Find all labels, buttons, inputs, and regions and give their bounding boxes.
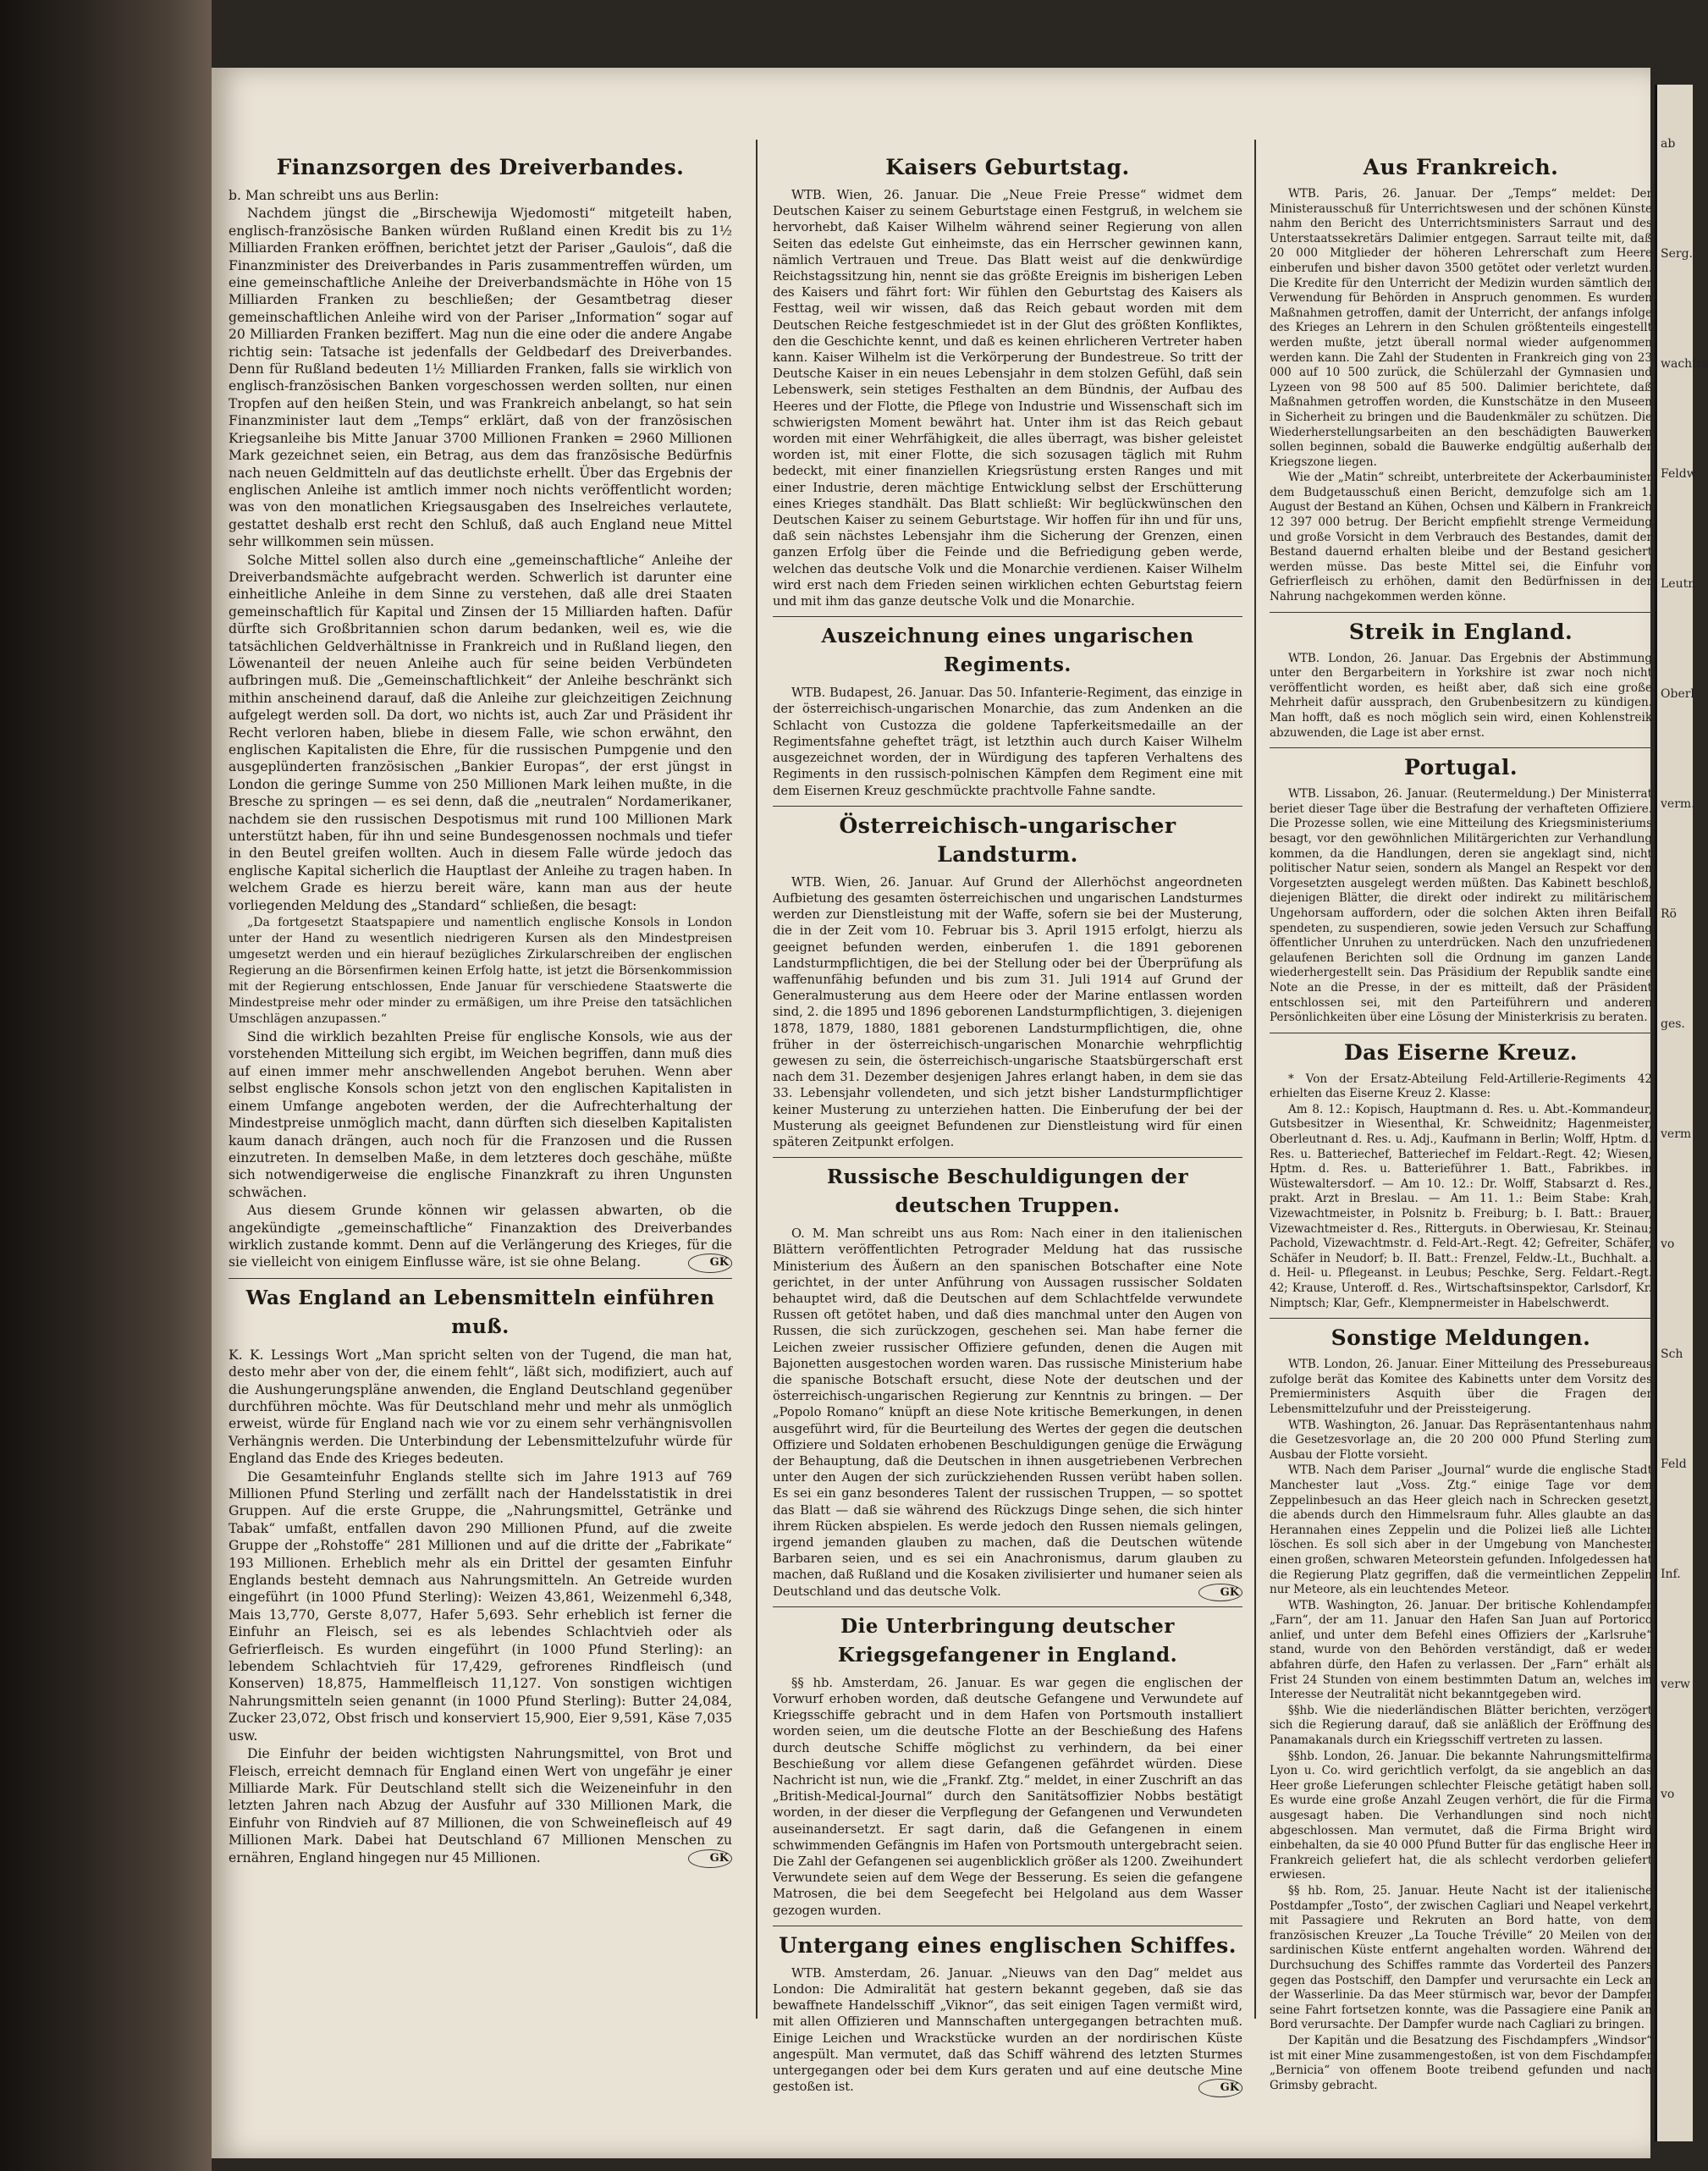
- article-title: Österreichisch-ungarischer Landsturm.: [839, 813, 1176, 867]
- article-paragraph: „Da fortgesetzt Staatspapiere und namentlich englische Konsols in London unter der Hand zu wesentlich niedrigeren Kursen als den Mindestpreisen umgesetzt werden und ein hierauf bezügliches Zirkularschreiben der englischen Regierung an die Börsenfirmen keinen Erfolg hatte, ist jetzt die Börsenkommission mit der Regierung entschlossen, Ende Januar für verschiedene Staatswerte die Mindestpreise mehr oder minder zu ermäßigen, um ihre Preise den tatsächlichen Umschlägen anzupassen.“: [229, 916, 732, 1027]
- article-divider: [773, 1606, 1242, 1607]
- article-divider: [773, 616, 1242, 617]
- article-paragraph: WTB. London, 26. Januar. Das Ergebnis der Abstimmung unter den Bergarbeitern in Yorkshire ist zwar noch nicht veröffentlicht worden, es heißt aber, daß sich eine große Mehrheit dafür aussprach, den Grubenbesitzern zu kündigen. Man hofft, daß es noch möglich sein wird, einen Kohlenstreik abzuwenden, die Lage ist aber ernst.: [1270, 651, 1652, 740]
- article-divider: [773, 806, 1242, 807]
- article-title: Russische Beschuldigungen der deutschen Truppen.: [826, 1165, 1189, 1218]
- article: [1270, 747, 1652, 1026]
- adjacent-page-fragment: Inf.: [1661, 1568, 1681, 1581]
- article-divider: [1270, 1318, 1652, 1319]
- article: [229, 1278, 732, 1866]
- article-paragraph: §§hb. Wie die niederländischen Blätter berichten, verzögert sich die Regierung darauf, daß sie anläßlich der Eröffnung des Panamakanals durch ein Kriegsschiff vertreten zu lassen.: [1270, 1703, 1652, 1748]
- article: [229, 153, 732, 1271]
- article-divider: [1270, 612, 1652, 613]
- agency-mark: GK: [688, 1849, 732, 1868]
- article-title: Portugal.: [1403, 755, 1518, 780]
- article-paragraph: WTB. Wien, 26. Januar. Auf Grund der Allerhöchst angeordneten Aufbietung des gesamten österreichischen und ungarischen Landsturmes werden zur Dienstleistung mit der Waffe, sofern sie bei der Musterung, die in der Zeit vom 10. Februar bis 3. April 1915 erfolgt, hierzu als geeignet befunden werden, einberufen 1. die 1891 geborenen Landsturmpflichtigen, die bei der Stellung oder bei der Überprüfung als waffenunfähig befunden und bis zum 31. Juli 1914 auf Grund der Generalmusterung aus dem Heere oder der Marine entlassen worden sind, 2. die 1895 und 1896 geborenen Landsturmpflichtigen, 3. diejenigen 1878, 1879, 1880, 1881 geborenen Landsturmpflichtigen, die, ohne früher in der österreichisch-ungarischen Monarchie wehrpflichtig gewesen zu sein, die österreichisch-ungarische Staatsbürgerschaft erst nach dem 31. Dezember desjenigen Jahres erlangt haben, in dem sie das 33. Lebensjahr vollendeten, und sich jetzt bisher Landsturmpflichtiger keiner Musterung zu unterziehen hatten. Die Einberufung der bei der Musterung als geeignet Befundenen zur Dienstleistung wird für einen späteren Zeitpunkt erfolgen.: [773, 874, 1242, 1149]
- article-paragraph: §§ hb. Rom, 25. Januar. Heute Nacht ist der italienische Postdampfer „Tosto“, der zwischen Cagliari und Neapel verkehrt, mit Passagiere und Rekruten an Bord hatte, von dem französischen Kreuzer „La Touche Tréville“ 20 Meilen von der sardinischen Küste entfernt angehalten worden. Während der Durchsuchung des Schiffes rammte das Vorderteil des Panzers gegen das Postschiff, den Dampfer und verursachte ein Leck an der Wasserlinie. Da das Meer stürmisch war, bevor der Dampfer seine Fahrt fortsetzen konnte, was die Passagiere eine Panik an Bord verursachte. Der Dampfer wurde nach Cagliari zu bringen.: [1270, 1883, 1652, 2032]
- article-paragraph: * Von der Ersatz-Abteilung Feld-Artillerie-Regiments 42 erhielten das Eiserne Kreuz 2. Klasse:: [1270, 1072, 1652, 1101]
- article-paragraph: WTB. Nach dem Pariser „Journal“ wurde die englische Stadt Manchester laut „Voss. Ztg.“ einige Tage vor dem Zeppelinbesuch an das Heer gleich nach in Schrecken gesetzt, die abends durch den Himmelsraum fuhr. Alles glaubte an das Herannahen eines Zeppelin und die Polizei ließ alle Lichter löschen. Es soll sich aber in der Umgebung von Manchester einen großen, schwaren Meteorstein gefunden. Infolgedessen hat die Regierung Platz gegriffen, daß die vermeintlichen Zeppelin nur Meteore, als ein leuchtendes Meteor.: [1270, 1463, 1652, 1597]
- article-title: Das Eiserne Kreuz.: [1343, 1039, 1579, 1065]
- adjacent-page-fragment: ges.: [1661, 1017, 1685, 1031]
- article-paragraph: K. K. Lessings Wort „Man spricht selten von der Tugend, die man hat, desto mehr aber von der, die einem fehlt“, läßt sich, modifiziert, auch auf die Aushungerungspläne anwenden, die England Deutschland gegenüber durchführen möchte. Was für Deutschland mehr und mehr als unmöglich erweist, würde für England nach wie vor zu einem sehr verhängnisvollen Verhängnis werden. Die Unterbindung der Lebensmittelzufuhr würde für England das Ende des Krieges bedeuten.: [229, 1347, 732, 1467]
- article: [1270, 1318, 1652, 2093]
- adjacent-page-fragment: ab: [1661, 137, 1676, 151]
- book-spine: [0, 0, 212, 2171]
- agency-mark: GK: [1198, 1584, 1242, 1601]
- article-paragraph: WTB. Lissabon, 26. Januar. (Reutermeldung.) Der Ministerrat beriet dieser Tage über die Bestrafung der verhafteten Offiziere. Die Prozesse sollen, wie eine Mitteilung des Kriegsministeriums besagt, vor den gewöhnlichen Militärgerichten zur Verhandlung kommen, da die Handlungen, deren sie angeklagt sind, nicht politischer Natur seien, sondern als Mangel an Respekt vor den Vorgesetzten ausgelegt werden müßten. Das Kabinett beschloß, diejenigen Blätter, die direkt oder indirekt zu militärischem Ungehorsam auffordern, oder die solchen Akten ihren Beifall spendeten, zu suspendieren, sowie jeden Versuch zur Schaffung öffentlicher Unruhen zu unterdrücken. Nach den unzufriedenen gelaufenen Berichten soll die Ordnung im ganzen Lande wiederhergestellt sein. Das Präsidium der Republik sandte eine Note an die Presse, in der es mitteilt, daß der Präsident entschlossen sei, mit den Parteiführern und anderen Persönlichkeiten über eine Lösung der Ministerkrisis zu beraten.: [1270, 787, 1652, 1025]
- article: [773, 1926, 1242, 2096]
- article-paragraph: Nachdem jüngst die „Birschewija Wjedomosti“ mitgeteilt haben, englisch-französische Banken würden Rußland einen Kredit bis zu 1½ Milliarden Franken eröffnen, berichtet jetzt der Pariser „Gaulois“, daß die Finanzminister des Dreiverbandes in Paris zusammentreffen würden, um eine gemeinschaftliche Anleihe der Dreiverbandsmächte in Höhe von 15 Milliarden Franken zu beschließen; der Gesamtbetrag dieser gemeinschaftlichen Anleihe wird von der Pariser „Information“ sogar auf 20 Milliarden Franken beziffert. Mag nun die eine oder die andere Angabe richtig sein: Tatsache ist jedenfalls der Geldbedarf des Dreiverbandes. Denn für Rußland bedeuten 1½ Milliarden Franken, falls sie wirklich von englisch-französischen Banken vorgeschossen werden sollten, nur einen Tropfen auf den heißen Stein, und was Frankreich anbelangt, so hat sein Finanzminister laut dem „Temps“ erklärt, daß von der französischen Kriegsanleihe bis Mitte Januar 3700 Millionen Franken = 2960 Millionen Mark gezeichnet seien, ein Betrag, aus dem das französische Bedürfnis nach neuen Geldmitteln auf das deutlichste erhellt. Über das Ergebnis der englischen Anleihe ist amtlich immer noch nichts veröffentlicht worden; was von den monatlichen Kriegsausgaben des Inselreiches verlautete, gestattet deshalb erst recht den Schluß, daß auch England neue Mittel sehr willkommen sein müssen.: [229, 206, 732, 550]
- article-title: Streik in England.: [1348, 619, 1573, 644]
- article: [1270, 153, 1652, 605]
- adjacent-page-fragment: verm.: [1661, 797, 1695, 811]
- adjacent-page-fragment: Leutn: [1661, 577, 1696, 591]
- adjacent-page-fragment: Rö: [1661, 907, 1677, 921]
- adjacent-page-fragment: verw: [1661, 1678, 1690, 1691]
- article-paragraph: O. M. Man schreibt uns aus Rom: Nach einer in den italienischen Blättern veröffentlichten Petrograder Meldung hat das russische Ministerium des Äußern an den spanischen Botschafter eine Note gerichtet, in der unter Anführung von Aussagen russischer Soldaten behauptet wird, daß die Deutschen auf dem Schlachtfelde verwundete Russen oft getötet haben, und daß dies manchmal unter den Augen von Russen, die sich zurückzogen, geschehen sei. Man habe ferner die Leichen zweier russischer Offiziere gefunden, denen die Augen mit Bajonetten ausgestochen worden waren. Das russische Ministerium habe die spanische Botschaft ersucht, diese Note der deutschen und der österreichisch-ungarischen Regierung zur Kenntnis zu bringen. — Der „Popolo Romano“ knüpft an diese Note kritische Bemerkungen, in denen ausgeführt wird, für die Beurteilung des Wertes der gegen die deutschen Offiziere und Soldaten erhobenen Beschuldigungen genüge die Erwägung der Behauptung, daß die Deutschen in ihnen ausgetriebenen Verbrechen unter den Augen der sich zurückziehenden Russen verübt haben sollen. Es sei ein ganz besonderes Talent der russischen Truppen, — so spottet das Blatt — daß sie während des Rückzugs Dinge sehen, die sich hinter ihrem Rücken abspielen. Es werde jedoch den Russen niemals gelingen, irgend jemanden glauben zu machen, daß die Deutschen wütende Barbaren seien, und es sei ein Anachronismus, darum glauben zu machen, daß Rußland und die Kosaken zivilisierter und humaner seien als Deutschland und das deutsche Volk. GK: [773, 1226, 1242, 1600]
- article: [773, 806, 1242, 1150]
- article: [773, 1157, 1242, 1600]
- adjacent-page-fragment: Feld: [1661, 1457, 1687, 1471]
- adjacent-page-fragment: vo: [1661, 1237, 1675, 1251]
- article-paragraph: WTB. Washington, 26. Januar. Das Repräsentantenhaus nahm die Gesetzesvorlage an, die 20 200 000 Pfund Sterling zum Ausbau der Flotte vorsieht.: [1270, 1418, 1652, 1462]
- article: [773, 1606, 1242, 1919]
- article-paragraph: Der Kapitän und die Besatzung des Fischdampfers „Windsor“ ist mit einer Mine zusammengestoßen, ist von dem Fischdampfer „Bernicia“ von offenem Boote treibend gefunden und nach Grimsby gebracht.: [1270, 2033, 1652, 2092]
- column-1: [229, 148, 732, 1868]
- article: [1270, 1033, 1652, 1312]
- article-paragraph: b. Man schreibt uns aus Berlin:: [229, 188, 439, 203]
- adjacent-page-fragment: wachtm: [1661, 357, 1708, 371]
- article-title: Was England an Lebensmitteln einführen muß.: [245, 1286, 715, 1338]
- column-rule: [756, 140, 758, 2019]
- article-paragraph: WTB. London, 26. Januar. Einer Mitteilung des Pressebureaus zufolge berät das Komitee des Kabinetts unter dem Vorsitz des Premierministers Asquith über die Fragen der Lebensmittelzufuhr und der Preissteigerung.: [1270, 1358, 1652, 1416]
- adjacent-page-fragment: Feldw: [1661, 467, 1697, 481]
- agency-mark: GK: [688, 1254, 732, 1272]
- adjacent-page-fragment: Serg.: [1661, 247, 1693, 261]
- article-title: Auszeichnung eines ungarischen Regiments.: [821, 625, 1194, 677]
- article-paragraph: Solche Mittel sollen also durch eine „gemeinschaftliche“ Anleihe der Dreiverbandsmächte aufgebracht werden. Schwerlich ist darunter eine einheitliche Anleihe in dem Sinne zu verstehen, daß alle drei Staaten gemeinschaftlich für Kapital und Zinsen der 15 Milliarden haften. Dafür dürfte sich Großbritannien schon darum bedanken, weil es, wie die tatsächlichen Geldverhältnisse in Frankreich und in Rußland liegen, den Löwenanteil der neuen Anleihe auch für seine beiden Verbündeten aufbringen muß. Die „Gemeinschaftlichkeit“ der Anleihe beschränkt sich mithin anscheinend darauf, daß die Anleihe zur gleichzeitigen Zeichnung aufgelegt werden soll. Da dort, wo nichts ist, auch Zar und Präsident ihr Recht verloren haben, bliebe in diesem Falle, wie schon erwähnt, den englischen Kapitalisten die Ehre, für die russischen Pumpgenie und den ausgeplünderten französischen „Bankier Europas“, der erst jüngst in London die geringe Summe von 250 Millionen Mark leihen mußte, in die Bresche zu springen — es sei denn, daß die „neutralen“ Nordamerikaner, nachdem sie den russischen Despotismus mit rund 100 Millionen Mark unterstützt haben, für ihn und seine Bundesgenossen nochmals und tiefer in den Beutel greifen wollten. Auch in diesem Falle würde jedoch das englische Kapital sicherlich die Hauptlast der Anleihe zu tragen haben. In welchem Grade es hierzu bereit wäre, kann man aus der heute vorliegenden Meldung des „Standard“ schließen, die besagt:: [229, 552, 732, 913]
- article-paragraph: Sind die wirklich bezahlten Preise für englische Konsols, wie aus der vorstehenden Mitteilung sich ergibt, im Weichen begriffen, dann muß dies auf einen immer mehr anschwellenden Angebot beruhen. Wenn aber selbst englische Konsols schon jetzt von den englischen Kapitalisten in einem Umfange angeboten werden, der die Aufrechterhaltung der Mindestpreise unmöglich macht, dann dürften sich dieselben Kapitalisten kaum danach drängen, auch noch für die Franzosen und die Russen einzutreten. In demselben Maße, in dem letzteres doch geschähe, müßte sich notwendigerweise die englische Finanzkraft zu ihren Ungunsten schwächen.: [229, 1029, 732, 1200]
- article-paragraph: WTB. Amsterdam, 26. Januar. „Nieuws van den Dag“ meldet aus London: Die Admiralität hat gestern bekannt gegeben, daß sie das bewaffnete Handelsschiff „Viknor“, das seit einigen Tagen vermißt wird, mit allen Offizieren und Mannschaften untergegangen betrachten muß. Einige Leichen und Wrackstücke wurden an der nordirischen Küste angespült. Man vermutet, daß das Schiff während des letzten Sturmes untergegangen oder bei dem Kurs geraten und auf eine deutsche Mine gestoßen ist. GK: [773, 1965, 1242, 2096]
- article-title: Kaisers Geburtstag.: [885, 155, 1130, 179]
- article: [773, 616, 1242, 798]
- adjacent-page-fragment: verm: [1661, 1127, 1692, 1141]
- adjacent-page-fragment: Oberl: [1661, 687, 1694, 701]
- article-paragraph: Am 8. 12.: Kopisch, Hauptmann d. Res. u. Abt.-Kommandeur, Gutsbesitzer in Wiesenthal, Kr. Schweidnitz; Hagenmeister, Oberleutnant d. Res. u. Adj., Kaufmann in Berlin; Wolff, Hptm. d. Res. u. Batteriechef, Batteriechef im Feldart.-Regt. 42; Wiesen, Hptm. d. Res. u. Batterieführer 1. Batt., Fabrikbes. in Wüstewaltersdorf. — Am 10. 12.: Dr. Wolff, Stabsarzt d. Res., prakt. Arzt in Breslau. — Am 11. 1.: Beim Stabe: Krah, Vizewachtmeister, in Polsnitz b. Freiburg; b. I. Batt.: Brauer, Vizewachtmeister d. Res., Ritterguts. in Oberwiesau, Kr. Steinau; Pachold, Vizewachtmstr. d. Feld-Art.-Regt. 42; Gefreiter, Schäfer, Schäfer in Neudorf; b. II. Batt.: Frenzel, Feldw.-Lt., Buchhalt. a. d. Heil- u. Pflegeanst. in Leubus; Peschke, Serg. Feldart.-Regt. 42; Krause, Unteroff. d. Res., Wirtschaftsinspektor, Carlsdorf, Kr. Nimptsch; Klar, Gefr., Klempnermeister in Habelschwerdt.: [1270, 1102, 1652, 1310]
- article-paragraph: WTB. Budapest, 26. Januar. Das 50. Infanterie-Regiment, das einzige in der österreichisch-ungarischen Monarchie, das zum Andenken an die Schlacht von Custozza die goldene Tapferkeitsmedaille an der Regimentsfahne geheftet trägt, ist letzthin auch durch Kaiser Wilhelm ausgezeichnet worden, der in Würdigung des tapferen Verhaltens des Regiments in den russisch-polnischen Kämpfen dem Regiment eine mit dem Eisernen Kreuz geschmückte prachtvolle Fahne sandte.: [773, 686, 1242, 798]
- article-title: Finanzsorgen des Dreiverbandes.: [276, 155, 685, 179]
- article-paragraph: §§hb. London, 26. Januar. Die bekannte Nahrungsmittelfirma Lyon u. Co. wird gerichtlich verfolgt, da sie angeblich an das Heer große Lieferungen schlechter Fleische getätigt haben soll. Es wurde eine große Anzahl Zeugen verhört, die für die Firma ausgesagt haben. Die Verhandlungen sind noch nicht abgeschlossen. Man vermutet, daß die Firma Bright wird einbehalten, da sie 40 000 Pfund Butter für das englische Heer in Frankreich geliefert hat, die als schlecht verdorben geliefert erwiesen.: [1270, 1749, 1652, 1882]
- article-paragraph: WTB. Washington, 26. Januar. Der britische Kohlendampfer „Farn“, der am 11. Januar den Hafen San Juan auf Portorico anlief, und unter dem Befehl eines Offiziers der „Karlsruhe“ stand, wurde von den Behörden verständigt, daß er weder abfahren dürfe, den Hafen zu verlassen. Der „Farn“ erhält als Frist 24 Stunden von einem bestimmten Datum an, welches im Interesse der Neutralität nicht bekanntgegeben wird.: [1270, 1598, 1652, 1702]
- article-divider: [1270, 747, 1652, 748]
- article-paragraph: §§ hb. Amsterdam, 26. Januar. Es war gegen die englischen der Vorwurf erhoben worden, daß deutsche Gefangene und Verwundete auf Kriegsschiffe gebracht und in dem Hafen von Portsmouth installiert worden seien, um die deutsche Flotte an der Beschießung des Hafens durch deutsche Schiffe möglichst zu verhindern, da bei einer Beschießung vor allem diese Gefangenen gefährdet würden. Diese Nachricht ist nun, wie die „Frankf. Ztg.“ meldet, in einer Zuschrift an das „British-Medical-Journal“ durch den Sanitätsoffizier Nobbs bestätigt worden, in der dieser die Verpflegung der Gefangenen und Verwundeten auseinandersetzt. Er sagt darin, daß die Gefangenen in einem schwimmenden Gefängnis im Hafen von Portsmouth untergebracht seien. Die Zahl der Gefangenen sei augenblicklich größer als 1200. Zweihundert Verwundete seien auf dem Wege der Besserung. Es seien die gefangene Matrosen, die bei dem Seegefecht bei Helgoland aus dem Wasser gezogen wurden.: [773, 1675, 1242, 1918]
- adjacent-page-fragment: Sch: [1661, 1347, 1683, 1361]
- article-paragraph: Die Einfuhr der beiden wichtigsten Nahrungsmittel, von Brot und Fleisch, erreicht demnach für England einen Wert von ungefähr je einer Milliarde Mark. Für Deutschland stellt sich die Weizeneinfuhr in den letzten Jahren nach Abzug der Ausfuhr auf 330 Millionen Mark, die Einfuhr von Rindvieh auf 87 Millionen, die von Schweinefleisch auf 49 Millionen Mark. Dabei hat Deutschland 67 Millionen Menschen zu ernähren, England hingegen nur 45 Millionen. GK: [229, 1745, 732, 1866]
- article: [1270, 612, 1652, 741]
- agency-mark: GK: [1198, 2079, 1242, 2097]
- adjacent-page-edge: [1655, 85, 1708, 2141]
- article-paragraph: WTB. Wien, 26. Januar. Die „Neue Freie Presse“ widmet dem Deutschen Kaiser zu seinem Geburtstage einen Festgruß, in welchem sie hervorhebt, daß Kaiser Wilhelm während seiner Regierung von allen Seiten das edelste Gut einheimste, das ein Herrscher gewinnen kann, nämlich Vertrauen und Treue. Das Blatt weist auf die denkwürdige Reichstagssitzung hin, nennt sie das größte Ereignis im bisherigen Leben des Kaisers und fährt fort: Wir fühlen den Geburtstag des Kaisers als Festtag, weil wir wissen, daß das Reich gebaut worden mit dem Deutschen Reiche festgeschmiedet ist in der Glut des größten Konfliktes, den die Geschichte kennt, und daß es keinen ehrlicheren Vertreter haben kann. Kaiser Wilhelm ist die Verkörperung der Bundestreue. So tritt der Deutsche Kaiser in ein neues Lebensjahr in dem stolzen Gefühl, daß sein Lebenswerk, sein stetiges Festhalten an dem Bündnis, der Aufbau des Heeres und der Flotte, die Pflege von Industrie und Wissenschaft sich im schwierigsten Moment bewährt hat. Unter ihm ist das Reich gebaut worden mit einer Wehrfähigkeit, die alles überragt, was bisher geleistet worden ist, mit einer Flotte, die sich sozusagen täglich mit Ruhm bedeckt, mit einer finanziellen Kriegsrüstung ersten Ranges und mit einer Industrie, deren mächtige Entwicklung selbst der Erschütterung eines Krieges standhält. Das Blatt schließt: Wir beglückwünschen den Deutschen Kaiser zu seinem Geburtstage. Wir hoffen für ihn und für uns, daß sein nächstes Lebensjahr ihm die Sicherung der Grenzen, einen ganzen Erfolg über die Feinde und die Befriedigung geben werde, welchen das deutsche Volk und die Monarchie verdienen. Kaiser Wilhelm wird erst nach dem Frieden seinen wirklichen echten Geburtstag feiern und mit ihm das ganze deutsche Volk und die Monarchie.: [773, 188, 1242, 609]
- article-paragraph: Die Gesamteinfuhr Englands stellte sich im Jahre 1913 auf 769 Millionen Pfund Sterling und zerfällt nach der Handelsstatistik in drei Gruppen. Auf die erste Gruppe, die „Nahrungsmittel, Getränke und Tabak“ umfaßt, entfallen davon 290 Millionen Pfund, auf die zweite Gruppe der „Rohstoffe“ 281 Millionen und auf die dritte der „Fabrikate“ 193 Millionen. Erheblich mehr als ein Drittel der gesamten Einfuhr Englands besteht demnach aus Nahrungsmitteln. An Getreide wurden eingeführt (in 1000 Pfund Sterling): Weizen 43,861, Weizenmehl 6,348, Mais 13,770, Gerste 8,077, Hafer 5,693. Sehr erheblich ist ferner die Einfuhr an Fleisch, sei es als lebendes Schlachtvieh oder als Gefrierfleisch. Es wurden eingeführt (in 1000 Pfund Sterling): an lebendem Schlachtvieh für 17,429, gefrorenes Rindfleisch (und Konserven) 18,875, Hammelfleisch 11,127. Von sonstigen wichtigen Nahrungsmitteln seien genannt (in 1000 Pfund Sterling): Butter 24,084, Zucker 23,072, Obst frisch und konserviert 15,900, Eier 9,591, Käse 7,035 usw.: [229, 1468, 732, 1744]
- article-divider: [229, 1278, 732, 1279]
- column-3: [1270, 148, 1652, 2094]
- article-title: Sonstige Meldungen.: [1331, 1325, 1591, 1351]
- article-title: Untergang eines englischen Schiffes.: [779, 1932, 1237, 1958]
- article-divider: [773, 1157, 1242, 1158]
- adjacent-page-fragment: vo: [1661, 1788, 1675, 1801]
- article-paragraph: Aus diesem Grunde können wir gelassen abwarten, ob die angekündigte „gemeinschaftliche“ Finanzaktion des Dreiverbandes wirklich zustande kommt. Denn auf die Verlängerung des Krieges, für die sie vielleicht von einigem Einflusse wäre, ist sie ohne Belang. GK: [229, 1202, 732, 1271]
- column-2: [773, 148, 1242, 2097]
- column-rule: [1254, 140, 1256, 2019]
- article-title: Die Unterbringung deutscher Kriegsgefangener in England.: [837, 1614, 1178, 1667]
- article-paragraph: Wie der „Matin“ schreibt, unterbreitete der Ackerbauminister dem Budgetausschuß einen Bericht, demzufolge sich am 1. August der Bestand an Kühen, Ochsen und Kälbern in Frankreich 12 397 000 betrug. Der Bericht empfiehlt strenge Vermeidung und große Vorsicht in dem Verbrauch des Bestandes, damit der Bestand dauernd erhalten bleibe und der Bestand gesichert werden müsse. Das beste Mittel sei, die Einfuhr von Gefrierfleisch zu erhöhen, damit den Bedürfnissen in der Nahrung nachgekommen werden könne.: [1270, 471, 1652, 604]
- article-paragraph: WTB. Paris, 26. Januar. Der „Temps“ meldet: Der Ministerausschuß für Unterrichtswesen und der schönen Künste nahm den Bericht des Unterrichtsministers Sarraut und des Unterstaatssekretärs Dalimier entgegen. Sarraut teilte mit, daß 20 000 Mitglieder der höheren Lehrerschaft zum Heere einberufen und bisher davon 3500 getötet oder verletzt wurden. Die Kredite für den Unterricht der Medizin wurden sämtlich der Verwendung für Behörden in Anspruch genommen. Es wurden Maßnahmen getroffen, damit der Unterricht, der anfangs infolge des Krieges an Lehrern in den Schulen größtenteils eingestellt werden mußte, jetzt überall normal wieder aufgenommen werden kann. Die Zahl der Studenten in Frankreich ging von 23 000 auf 10 500 zurück, die Schülerzahl der Gymnasien und Lyzeen von 98 500 auf 85 500. Dalimier berichtete, daß Maßnahmen getroffen worden, die Kunstschätze in den Museen in Sicherheit zu bringen und die Baudenkmäler zu schützen. Die Wiederherstellungsarbeiten an den beschädigten Bauwerken sollen beginnen, sobald die Bauwerke endgültig außerhalb der Kriegszone liegen.: [1270, 187, 1652, 469]
- article: [773, 153, 1242, 609]
- article-title: Aus Frankreich.: [1363, 155, 1559, 179]
